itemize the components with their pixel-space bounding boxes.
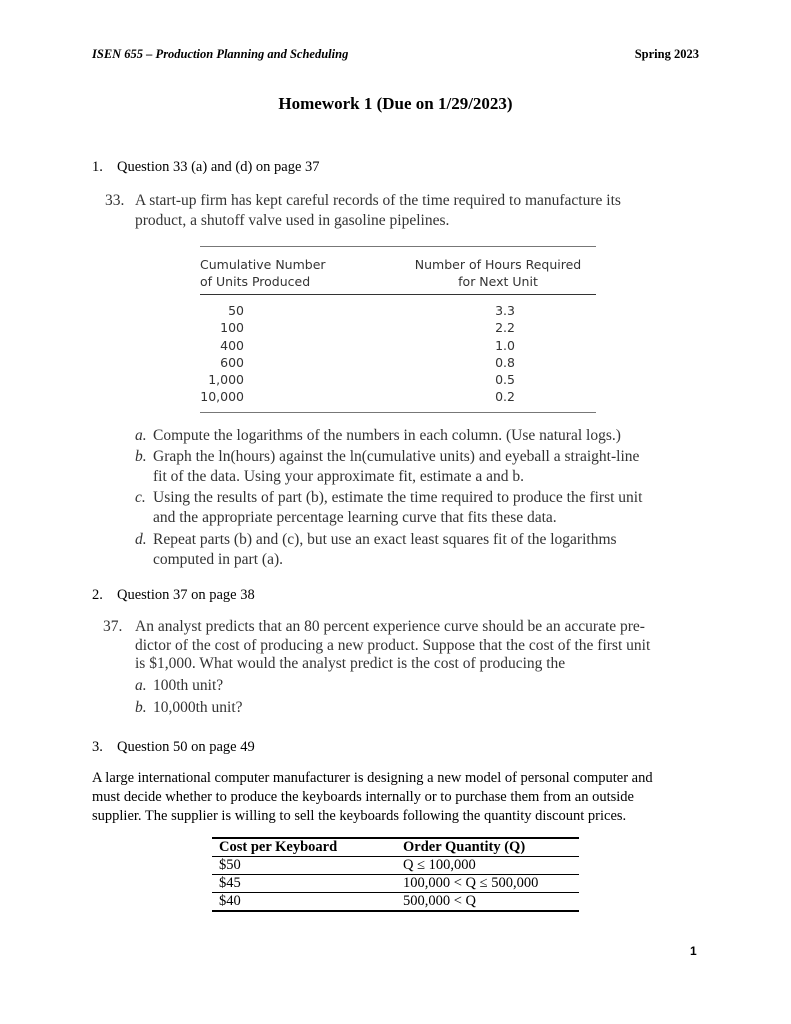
part-a-text: 100th unit? <box>153 677 224 694</box>
problem-37-number: 37. <box>103 618 123 635</box>
question-3-label: 3. Question 50 on page 49 <box>92 739 255 755</box>
part-b-text: 10,000th unit? <box>153 699 243 716</box>
table-row: 600 0.8 <box>220 354 515 370</box>
problem-37-intro-1: An analyst predicts that an 80 percent experience curve should be an accurate pre- <box>135 618 645 635</box>
part-a-letter: a. <box>135 427 147 444</box>
quantity-discount-table: Cost per Keyboard Order Quantity (Q) $50 Q ≤ 100,000 $45 100,000 < Q ≤ 500,000 $40 500,000 < Q <box>212 837 579 912</box>
term-header: Spring 2023 <box>634 47 699 61</box>
part-c-letter: c. <box>135 489 146 506</box>
part-b-text-2: fit of the data. Using your approximate fit, estimate a and b. <box>153 468 525 485</box>
q3-paragraph-3: supplier. The supplier is willing to sell the keyboards following the quantity discount prices. <box>92 808 627 824</box>
table-row: 100 2.2 <box>220 320 515 336</box>
table-row: $40 500,000 < Q <box>212 893 579 912</box>
units-hours-table: Cumulative Number of Units Produced Number of Hours Required for Next Unit 50 3.3 100 2.2 400 1.0 600 0.8 1,000 0.5 10,000 0.2 <box>200 246 596 413</box>
part-b-text-1: Graph the ln(hours) against the ln(cumulative units) and eyeball a straight-line <box>153 448 640 465</box>
table-row: 1,000 0.5 <box>208 372 515 388</box>
part-d-letter: d. <box>135 531 147 548</box>
problem-33-intro-1: A start-up firm has kept careful records of the time required to manufacture its <box>135 192 621 209</box>
part-b-letter: b. <box>135 699 147 716</box>
problem-33-intro-2: product, a shutoff valve used in gasoline pipelines. <box>135 212 450 229</box>
part-b-letter: b. <box>135 448 147 465</box>
q3-paragraph-2: must decide whether to produce the keyboards internally or to purchase them from an outside <box>92 789 634 805</box>
part-c-text-2: and the appropriate percentage learning curve that fits these data. <box>153 509 557 526</box>
part-a-text: Compute the logarithms of the numbers in each column. (Use natural logs.) <box>153 427 621 444</box>
course-header: ISEN 655 – Production Planning and Scheduling <box>92 47 349 61</box>
question-2-label: 2. Question 37 on page 38 <box>92 587 255 603</box>
page-title: Homework 1 (Due on 1/29/2023) <box>278 94 513 113</box>
part-d-text-2: computed in part (a). <box>153 551 283 568</box>
q3-paragraph-1: A large international computer manufacturer is designing a new model of personal computer and <box>92 770 653 786</box>
problem-33-number: 33. <box>105 192 125 209</box>
table-row: 50 3.3 <box>228 303 515 318</box>
table-row: $45 100,000 < Q ≤ 500,000 <box>212 875 579 893</box>
problem-37-intro-2: dictor of the cost of producing a new product. Suppose that the cost of the first unit <box>135 637 651 654</box>
table-row: 10,000 0.2 <box>200 389 515 405</box>
part-a-letter: a. <box>135 677 147 694</box>
table-row: 400 1.0 <box>220 337 515 353</box>
question-1-label: 1. Question 33 (a) and (d) on page 37 <box>92 159 320 175</box>
part-d-text-1: Repeat parts (b) and (c), but use an exact least squares fit of the logarithms <box>153 531 617 548</box>
table-row: $50 Q ≤ 100,000 <box>212 857 579 875</box>
page-number: 1 <box>690 944 697 958</box>
problem-37-intro-3: is $1,000. What would the analyst predict is the cost of producing the <box>135 655 566 672</box>
part-c-text-1: Using the results of part (b), estimate the time required to produce the first unit <box>153 489 643 506</box>
